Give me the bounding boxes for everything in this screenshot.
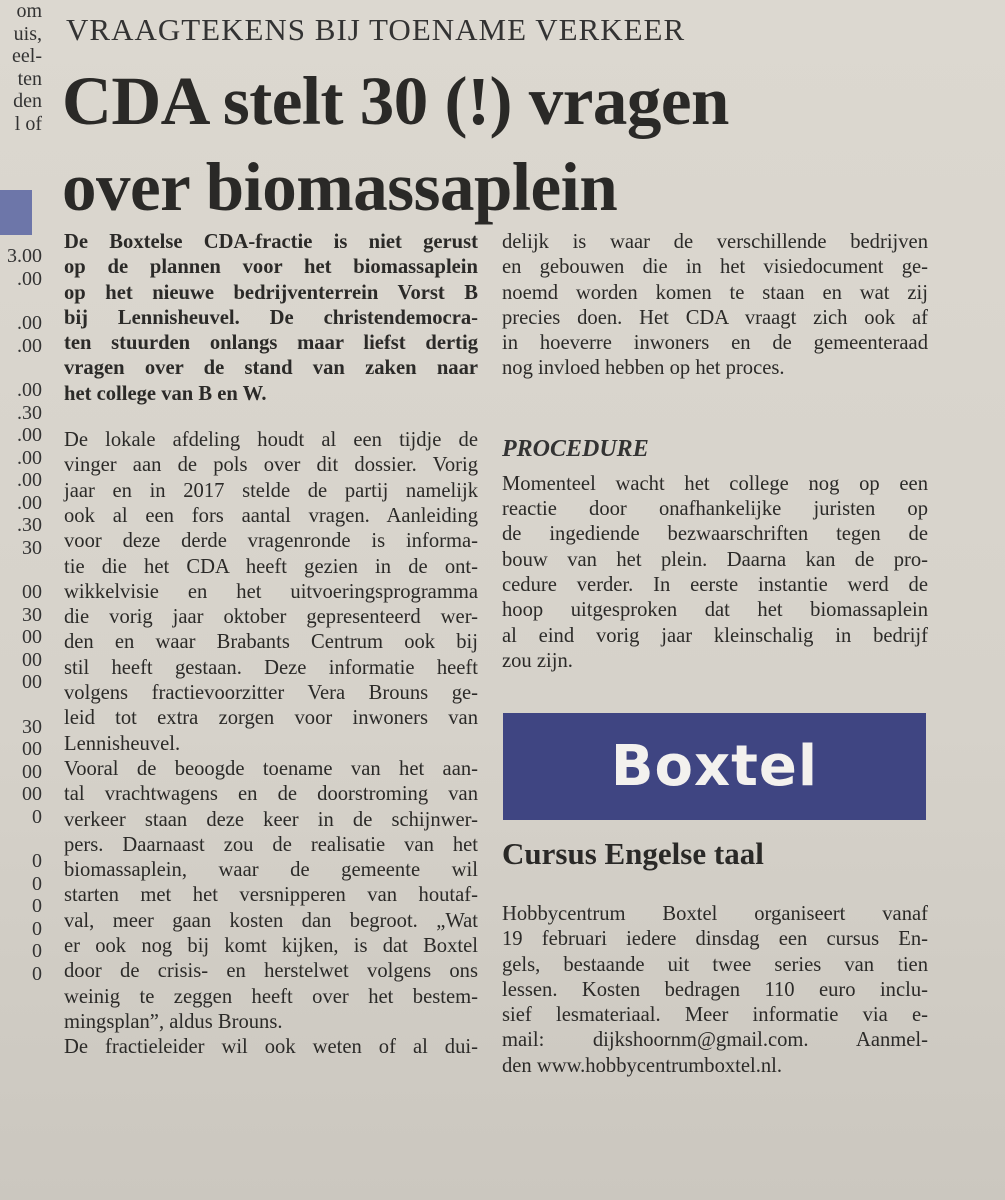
text-line: reactie door onafhankelijke juristen op xyxy=(502,498,928,521)
paragraph xyxy=(64,757,478,1035)
text-line: er ook nog bij komt kijken, is dat Boxtel xyxy=(64,935,478,958)
text-line: vinger aan de pols over dit dossier. Vorig xyxy=(64,454,478,477)
text-line: ten stuurden onlangs maar liefst dertig xyxy=(64,332,478,355)
margin-fragment: 00 xyxy=(22,738,42,760)
margin-fragment: 0 xyxy=(32,917,42,940)
kicker: VRAAGTEKENS BIJ TOENAME VERKEER xyxy=(66,12,686,47)
text-line: weinig te zeggen heeft over het bestem- xyxy=(64,985,478,1008)
margin-fragment: .30 xyxy=(17,514,42,536)
text-line: leid tot extra zorgen voor inwoners van xyxy=(64,707,478,730)
text-line: in hoeverre inwoners en de gemeenteraad xyxy=(502,332,928,355)
margin-fragment: 0 xyxy=(32,940,42,962)
text-line: tie die het CDA heeft gezien in de ont- xyxy=(64,555,478,578)
text-line: op het nieuwe bedrijventerrein Vorst B xyxy=(64,281,478,304)
subheading: PROCEDURE xyxy=(502,435,649,462)
margin-fragment: 0 xyxy=(32,805,42,828)
margin-fragment: .00 xyxy=(17,446,42,469)
headline xyxy=(62,58,729,230)
text-line: jaar en in 2017 stelde de partij namelijk xyxy=(64,479,478,502)
text-line: gels, bestaande uit twee series van tien xyxy=(502,953,928,976)
paragraph xyxy=(502,902,928,1079)
text-line: val, meer gaan kosten dan begroot. „Wat xyxy=(64,909,478,932)
text-line: Lennisheuvel. xyxy=(64,732,181,755)
text-line: delijk is waar de verschillende bedrijven xyxy=(502,231,928,253)
margin-fragment: eel- xyxy=(12,45,42,67)
text-line: De fractieleider wil ook weten of al dui- xyxy=(64,1036,478,1059)
article-left-column xyxy=(64,230,478,1061)
text-line: mingsplan”, aldus Brouns. xyxy=(64,1010,283,1033)
text-line: tal vrachtwagens en de doorstroming van xyxy=(64,783,478,806)
margin-fragment: 30 xyxy=(22,536,42,559)
text-line: noemd worden komen te staan en wat zij xyxy=(502,281,928,304)
margin-fragment: .00 xyxy=(17,379,42,401)
adjacent-banner-fragment xyxy=(0,190,32,235)
paragraph xyxy=(64,428,478,757)
text-line: Hobbycentrum Boxtel organiseert vanaf xyxy=(502,903,928,925)
text-line: pers. Daarnaast zou de realisatie van het xyxy=(64,833,478,856)
text-line: stil heeft gestaan. Deze informatie heeft xyxy=(64,656,478,679)
text-line: voor deze derde vragenronde is informa- xyxy=(64,530,478,553)
margin-fragment: 3.00 xyxy=(7,245,42,267)
margin-fragment: 00 xyxy=(22,760,42,783)
text-line: volgens fractievoorzitter Vera Brouns ge- xyxy=(64,682,478,705)
text-line: den en waar Brabants Centrum ook bij xyxy=(64,631,478,654)
text-line: Momenteel wacht het college nog op een xyxy=(502,472,928,495)
text-line: De lokale afdeling houdt al een tijdje de xyxy=(64,429,478,452)
margin-fragment: .00 xyxy=(17,334,42,357)
headline-line: CDA stelt 30 (!) vragen xyxy=(62,63,729,139)
margin-fragment: 00 xyxy=(22,648,42,671)
adjacent-column-fragments xyxy=(0,0,42,985)
text-line: De Boxtelse CDA-fractie is niet gerust xyxy=(64,231,478,253)
section-banner-text: Boxtel xyxy=(610,734,819,799)
text-line: sief lesmateriaal. Meer informatie via e- xyxy=(502,1004,928,1027)
text-line: door de crisis- en herstelwet volgens ons xyxy=(64,960,478,983)
text-line: de ingediende bezwaarschriften tegen de xyxy=(502,523,928,546)
lead-paragraph xyxy=(64,230,478,407)
margin-fragment: 00 xyxy=(22,581,42,603)
text-line: ook al een fors aantal vragen. Aanleiding xyxy=(64,504,478,527)
margin-fragment: 30 xyxy=(22,715,42,738)
margin-fragment: 00 xyxy=(22,626,42,648)
margin-fragment: .00 xyxy=(17,312,42,334)
text-line: al eind vorig jaar kleinschalig in bedrijf xyxy=(502,624,928,647)
text-line: cedure verder. In eerste instantie werd de xyxy=(502,573,928,596)
text-line: precies doen. Het CDA vraagt zich ook af xyxy=(502,306,928,329)
text-line: 19 februari iedere dinsdag een cursus En- xyxy=(502,928,928,951)
margin-fragment: 00 xyxy=(22,783,42,805)
text-line: het college van B en W. xyxy=(64,382,267,405)
margin-fragment: .00 xyxy=(17,469,42,491)
text-line: biomassaplein, waar de gemeente wil xyxy=(64,859,478,882)
margin-fragment: .30 xyxy=(17,401,42,424)
text-line: op de plannen voor het biomassaplein xyxy=(64,256,478,279)
text-line: vragen over de stand van zaken naar xyxy=(64,357,478,380)
text-line: Vooral de beoogde toename van het aan- xyxy=(64,757,478,780)
text-line: lessen. Kosten bedragen 110 euro inclu- xyxy=(502,978,928,1001)
margin-fragment: .00 xyxy=(17,424,42,446)
text-line: en gebouwen die in het visiedocument ge- xyxy=(502,256,928,279)
margin-fragment: .00 xyxy=(17,491,42,514)
paragraph xyxy=(502,472,928,674)
text-line: bij Lennisheuvel. De christendemocra- xyxy=(64,306,478,329)
headline-line: over biomassaplein xyxy=(62,149,618,225)
margin-fragment: .00 xyxy=(17,267,42,290)
text-line: hoop uitgesproken dat het biomassaplein xyxy=(502,599,928,622)
margin-fragment: uis, xyxy=(13,22,42,45)
text-line: bouw van het plein. Daarna kan de pro- xyxy=(502,548,928,571)
course-heading: Cursus Engelse taal xyxy=(502,836,764,871)
margin-fragment: 0 xyxy=(32,850,42,872)
course-article xyxy=(502,902,928,1079)
text-line: mail: dijkshoornm@gmail.com. Aanmel- xyxy=(502,1029,928,1052)
margin-fragment: 30 xyxy=(22,603,42,626)
section-banner xyxy=(503,713,926,820)
margin-fragment: 00 xyxy=(22,671,42,693)
margin-fragment: 0 xyxy=(32,895,42,917)
text-line: nog invloed hebben op het proces. xyxy=(502,357,785,380)
paragraph xyxy=(502,230,928,382)
margin-fragment: 0 xyxy=(32,872,42,895)
margin-fragment: ten xyxy=(17,67,42,90)
margin-fragment: den xyxy=(13,90,42,112)
text-line: die vorig jaar oktober gepresenteerd wer- xyxy=(64,606,478,629)
paragraph xyxy=(64,1035,478,1060)
text-line: starten met het versnipperen van houtaf- xyxy=(64,884,478,907)
margin-fragment: om xyxy=(16,0,42,22)
margin-fragment: 0 xyxy=(32,962,42,985)
text-line: zou zijn. xyxy=(502,649,573,672)
text-line: den www.hobbycentrumboxtel.nl. xyxy=(502,1054,783,1077)
text-line: verkeer staan deze keer in de schijnwer- xyxy=(64,808,478,831)
margin-fragment: l of xyxy=(14,112,42,135)
article-right-column xyxy=(502,230,928,674)
text-line: wikkelvisie en het uitvoeringsprogramma xyxy=(64,580,478,603)
